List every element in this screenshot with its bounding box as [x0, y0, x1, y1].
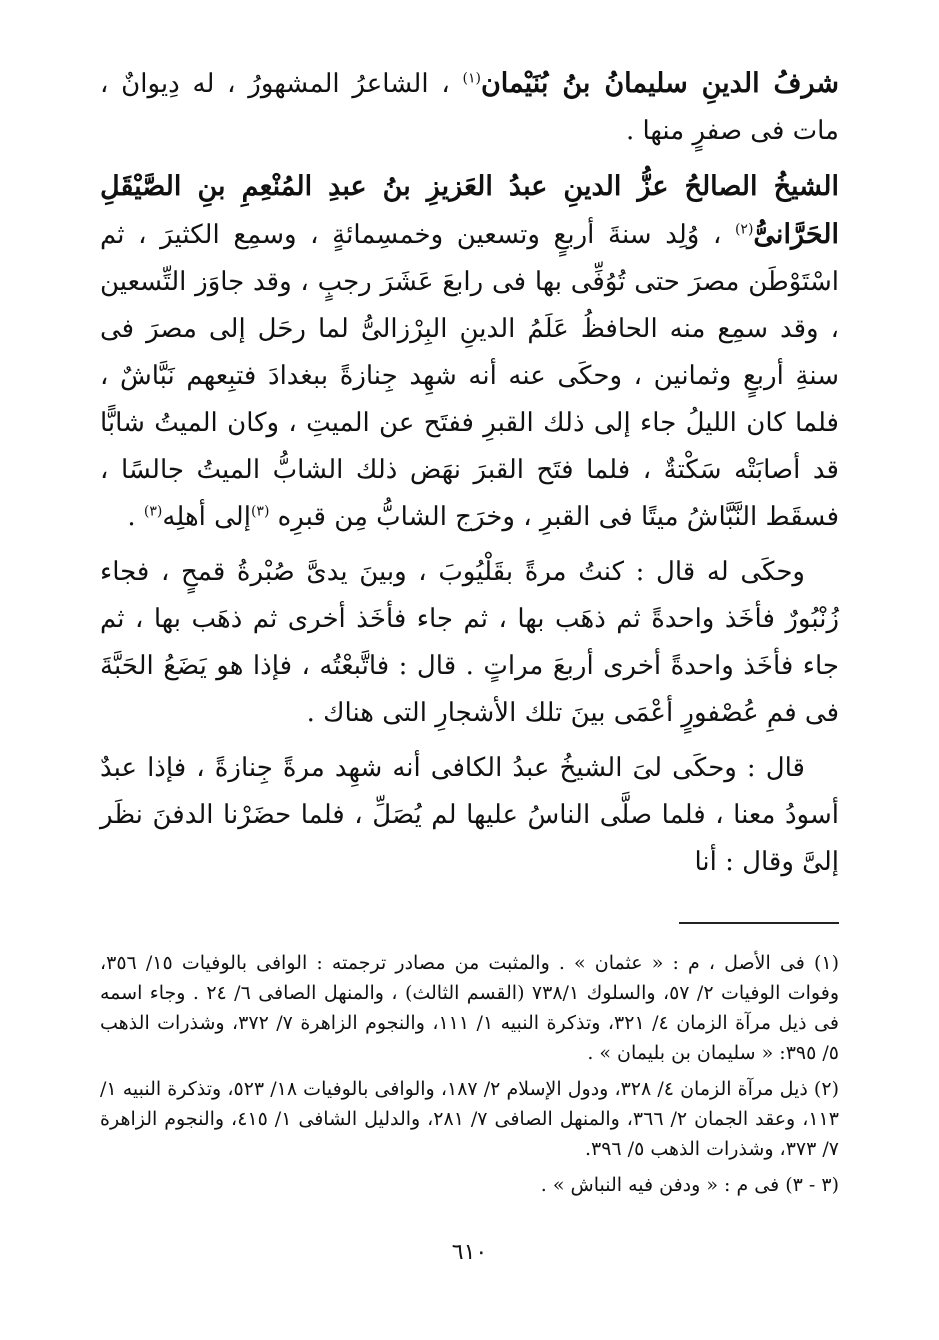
- footnote-marker: (٢): [734, 221, 754, 238]
- footnote-3: (٣ - ٣) فى م : « ودفن فيه النباش » .: [540, 1174, 839, 1196]
- entry-text: ، وُلِد سنةَ أربعٍ وتسعين وخمسِمائةٍ ، وسمِع الكثيرَ ، ثم اسْتَوْطَن مصرَ حتى تُوُفِّى بها فى رابعَ عَشَرَ رجبٍ ، وقد جاوَز التِّسعين ، وقد سمِع منه الحافظُ عَلَمُ الدينِ البِرْزالىُّ لما رحَل إلى مصرَ فى سنةِ أربعٍ وثمانين ، وحكَى عنه أنه شهِد جِنازةً ببغدادَ فتبِعهم نَبَّاشٌ ، فلما كان الليلُ جاء إلى ذلك القبرِ ففتَح عن الميتِ ، وكان الميتُ شابًّا قد أصابَتْه سَكْتةٌ ، فلما فتَح القبرَ نهَض ذلك الشابُّ الميتُ جالسًا ، فسقَط النَّبَّاشُ ميتًا فى القبرِ ، وخرَج الشابُّ مِن قبرِه: [100, 220, 839, 532]
- footnote-marker: (٣): [143, 503, 163, 520]
- page-number: ٦١٠: [451, 1240, 488, 1265]
- footnote-1: (١) فى الأصل ، م : « عثمان » . والمثبت من مصادر ترجمته : الوافى بالوفيات ١٥/ ٣٥٦، وفوات الوفيات ٢/ ٥٧، والسلوك ٧٣٨/١ (القسم الثالث) ، والمنهل الصافى ٦/ ٢٤ . وجاء اسمه فى ذيل مرآة الزمان ٤/ ٣٢١، وتذكرة النبيه ١/ ١١١، والنجوم الزاهرة ٧/ ٣٧٢، وشذرات الذهب ٥/ ٣٩٥: « سليمان بن بليمان » .: [100, 952, 840, 1064]
- entry-ibn-al-sayqal: [100, 163, 839, 541]
- entry-heading: الشيخُ الصالحُ عزُّ الدينِ عبدُ العَزيزِ بنُ عبدِ المُنْعِمِ بنِ الصَّيْقَلِ الحَرَّانىُّ: [100, 171, 839, 250]
- footnote-marker: (٣): [250, 503, 270, 520]
- entry-sulayman: [100, 60, 839, 155]
- footnote-separator: [100, 894, 839, 924]
- entry-text: ، الشاعرُ المشهورُ ، له دِيوانٌ ، مات فى صفرٍ منها .: [100, 69, 839, 146]
- footnote-marker: (١): [462, 70, 481, 87]
- footnote-2: (٢) ذيل مرآة الزمان ٤/ ٣٢٨، ودول الإسلام ٢/ ١٨٧، والوافى بالوفيات ١٨/ ٥٢٣، وتذكرة النبيه ١/ ١١٣، وعقد الجمان ٢/ ٣٦٦، والمنهل الصافى ٧/ ٢٨١، والدليل الشافى ١/ ٤١٥، والنجوم الزاهرة ٧/ ٣٧٣، وشذرات الذهب ٥/ ٣٩٦.: [100, 1078, 839, 1160]
- entry-heading: شرفُ الدينِ سليمانُ بنُ بُنَيْمان: [480, 68, 840, 99]
- footnotes: [100, 948, 839, 1200]
- entry-text-end: .: [127, 502, 144, 532]
- separator-line: [679, 922, 839, 924]
- paragraph-abd-al-kafi-story: قال : وحكَى لىَ الشيخُ عبدُ الكافى أنه شهِد مرةً جِنازةً ، فإذا عبدٌ أسودُ معنا ، فلما صلَّى الناسُ عليها لم يُصَلِّ ، فلما حضَرْنا الدفنَ نظَر إلىَّ وقال : أنا: [100, 753, 839, 877]
- entry-text-variant: إلى أهلِه: [162, 502, 251, 532]
- paragraph-qalyub-story: وحكَى له قال : كنتُ مرةً بقَلْيُوبَ ، وبينَ يدىَّ صُبْرةُ قمحٍ ، فجاء زُنْبُورٌ فأخَذ واحدةً ثم ذهَب بها ، ثم جاء فأخَذ أخرى ثم ذهَب بها ، ثم جاء فأخَذ واحدةً أخرى أربعَ مراتٍ . قال : فاتَّبعْتُه ، فإذا هو يَضَعُ الحَبَّةَ فى فمِ عُصْفورٍ أعْمَى بينَ تلك الأشجارِ التى هناك .: [100, 557, 839, 728]
